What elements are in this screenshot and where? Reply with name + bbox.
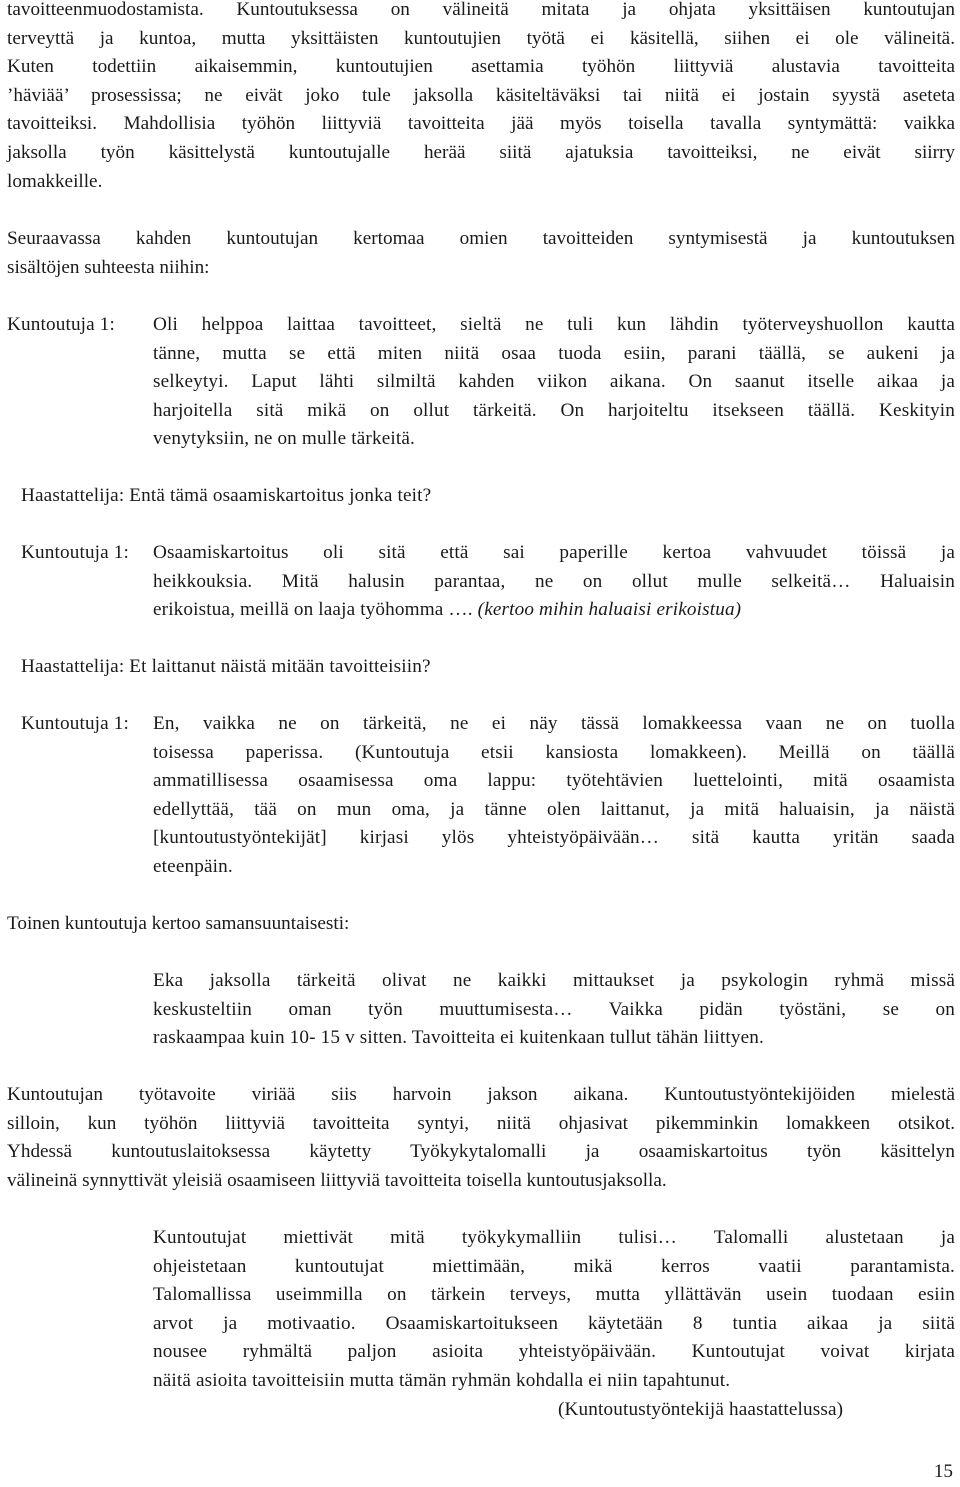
text-line: Talomallissa useimmilla on tärkein terveys, mutta yllättävän usein tuodaan esiin <box>153 1284 955 1306</box>
interview-answer <box>153 539 955 625</box>
text-line: toisessa paperissa. (Kuntoutuja etsii kansiosta lomakkeen). Meillä on täällä <box>153 741 955 763</box>
speaker-label: Kuntoutuja 1: <box>21 542 130 563</box>
text-line: Osaamiskartoitus oli sitä että sai paperille kertoa vahvuudet töissä ja <box>153 542 955 563</box>
text-line: silloin, kun työhön liittyviä tavoitteita syntyi, niitä ohjasivat pikemminkin lomakkeen otsikot. <box>7 1112 955 1134</box>
text-line: ammatillisessa osaamisessa oma lappu: työtehtävien luettelointi, mitä osaamista <box>153 770 955 792</box>
text-line: eteenpäin. <box>153 855 233 877</box>
question-text: Et laittanut näistä mitään tavoitteisiin? <box>129 656 431 677</box>
text-line: Yhdessä kuntoutuslaitoksessa käytetty Työkykytalomalli ja osaamiskartoitus työn käsittelyn <box>7 1141 955 1163</box>
text-line: välineinä synnyttivät yleisiä osaamiseen liittyviä tavoitteita toisella kuntoutusjaksolla. <box>7 1169 667 1191</box>
body-paragraph <box>7 1081 955 1195</box>
text-line: lomakkeille. <box>7 170 103 192</box>
body-paragraph <box>7 225 955 282</box>
body-paragraph <box>7 910 955 939</box>
page-number: 15 <box>933 1461 953 1482</box>
text-segment: erikoistua, meillä on laaja työhomma …. <box>153 599 473 621</box>
text-line: Eka jaksolla tärkeitä olivat ne kaikki mittaukset ja psykologin ryhmä missä <box>153 970 955 991</box>
text-line: Toinen kuntoutuja kertoo samansuuntaisesti: <box>7 913 350 934</box>
body-paragraph <box>7 0 955 196</box>
quote-source: (Kuntoutustyöntekijä haastattelussa) <box>558 1398 844 1420</box>
text-line: tavoitteenmuodostamista. Kuntoutuksessa on välineitä mitata ja ohjata yksittäisen kuntoutujan <box>7 0 955 20</box>
text-line: Kuntoutujan työtavoite viriää siis harvoin jakson aikana. Kuntoutustyöntekijöiden mielestä <box>7 1084 955 1105</box>
text-line: En, vaikka ne on tärkeitä, ne ei näy tässä lomakkeessa vaan ne on tuolla <box>153 713 955 734</box>
text-line: selkeytyi. Laput lähti silmiltä kahden viikon aikana. On saanut itselle aikaa ja <box>153 371 955 393</box>
text-line: jaksolla työn käsittelystä kuntoutujalle herää siitä ajatuksia tavoitteiksi, ne eivät siirry <box>7 141 955 163</box>
text-line: Seuraavassa kahden kuntoutujan kertomaa omien tavoitteiden syntymisestä ja kuntoutuksen <box>7 228 955 249</box>
text-line: Oli helppoa laittaa tavoitteet, sieltä ne tuli kun lähdin työterveyshuollon kautta <box>153 314 955 335</box>
speaker-label: Kuntoutuja 1: <box>21 713 130 734</box>
text-line: Kuten todettiin aikaisemmin, kuntoutujien asettamia työhön liittyviä alustavia tavoitteita <box>7 56 955 78</box>
speaker-label: Haastattelija: <box>21 656 125 677</box>
text-line <box>153 596 955 625</box>
text-line: venytyksiin, ne on mulle tärkeitä. <box>153 428 415 450</box>
text-line: tänne, mutta se että miten niitä osaa tuoda esiin, parani täällä, se aukeni ja <box>153 342 955 364</box>
text-line: harjoitella sitä mikä on ollut tärkeitä. On harjoiteltu itsekseen täällä. Keskityin <box>153 399 955 421</box>
interview-answer <box>153 311 955 454</box>
indented-quote <box>153 1224 955 1424</box>
text-line: ’häviää’ prosessissa; ne eivät joko tule jaksolla käsiteltäväksi tai niitä ei jostain syystä aseteta <box>7 84 955 106</box>
text-line: keskusteltiin oman työn muuttumisesta… Vaikka pidän työstäni, se on <box>153 998 955 1020</box>
interview-question <box>21 653 431 682</box>
text-line: terveyttä ja kuntoa, mutta yksittäisten kuntoutujien työtä ei käsitellä, siihen ei ole välineitä. <box>7 27 955 49</box>
text-line: arvot ja motivaatio. Osaamiskartoitukseen käytetään 8 tuntia aikaa ja siitä <box>153 1312 955 1334</box>
text-line: heikkouksia. Mitä halusin parantaa, ne on ollut mulle selkeitä… Haluaisin <box>153 570 955 592</box>
text-line: edellyttää, tää on mun oma, ja tänne olen laittanut, ja mitä haluaisin, ja näistä <box>153 798 955 820</box>
text-line: Kuntoutujat miettivät mitä työkykymalliin tulisi… Talomalli alustetaan ja <box>153 1227 955 1248</box>
question-text: Entä tämä osaamiskartoitus jonka teit? <box>129 485 432 506</box>
text-line: ohjeistetaan kuntoutujat miettimään, mikä kerros vaatii parantamista. <box>153 1255 955 1277</box>
text-line: sisältöjen suhteesta niihin: <box>7 256 210 278</box>
text-line: raskaampaa kuin 10- 15 v sitten. Tavoitteita ei kuitenkaan tullut tähän liittyen. <box>153 1027 764 1049</box>
speaker-label: Kuntoutuja 1: <box>7 314 116 335</box>
text-line: tavoitteiksi. Mahdollisia työhön liittyviä tavoitteita jää myös toisella tavalla syntymättä: vaikka <box>7 113 955 135</box>
text-line: näitä asioita tavoitteisiin mutta tämän ryhmän kohdalla ei niin tapahtunut. <box>153 1369 731 1391</box>
interview-question <box>21 482 431 511</box>
italic-note: (kertoo mihin haluaisi erikoistua) <box>477 599 742 621</box>
text-line: [kuntoutustyöntekijät] kirjasi ylös yhteistyöpäivään… sitä kautta yritän saada <box>153 827 955 849</box>
text-line: nousee ryhmältä paljon asioita yhteistyöpäivään. Kuntoutujat voivat kirjata <box>153 1341 955 1363</box>
speaker-label: Haastattelija: <box>21 485 125 506</box>
interview-answer <box>153 710 955 882</box>
indented-quote <box>153 967 955 1053</box>
